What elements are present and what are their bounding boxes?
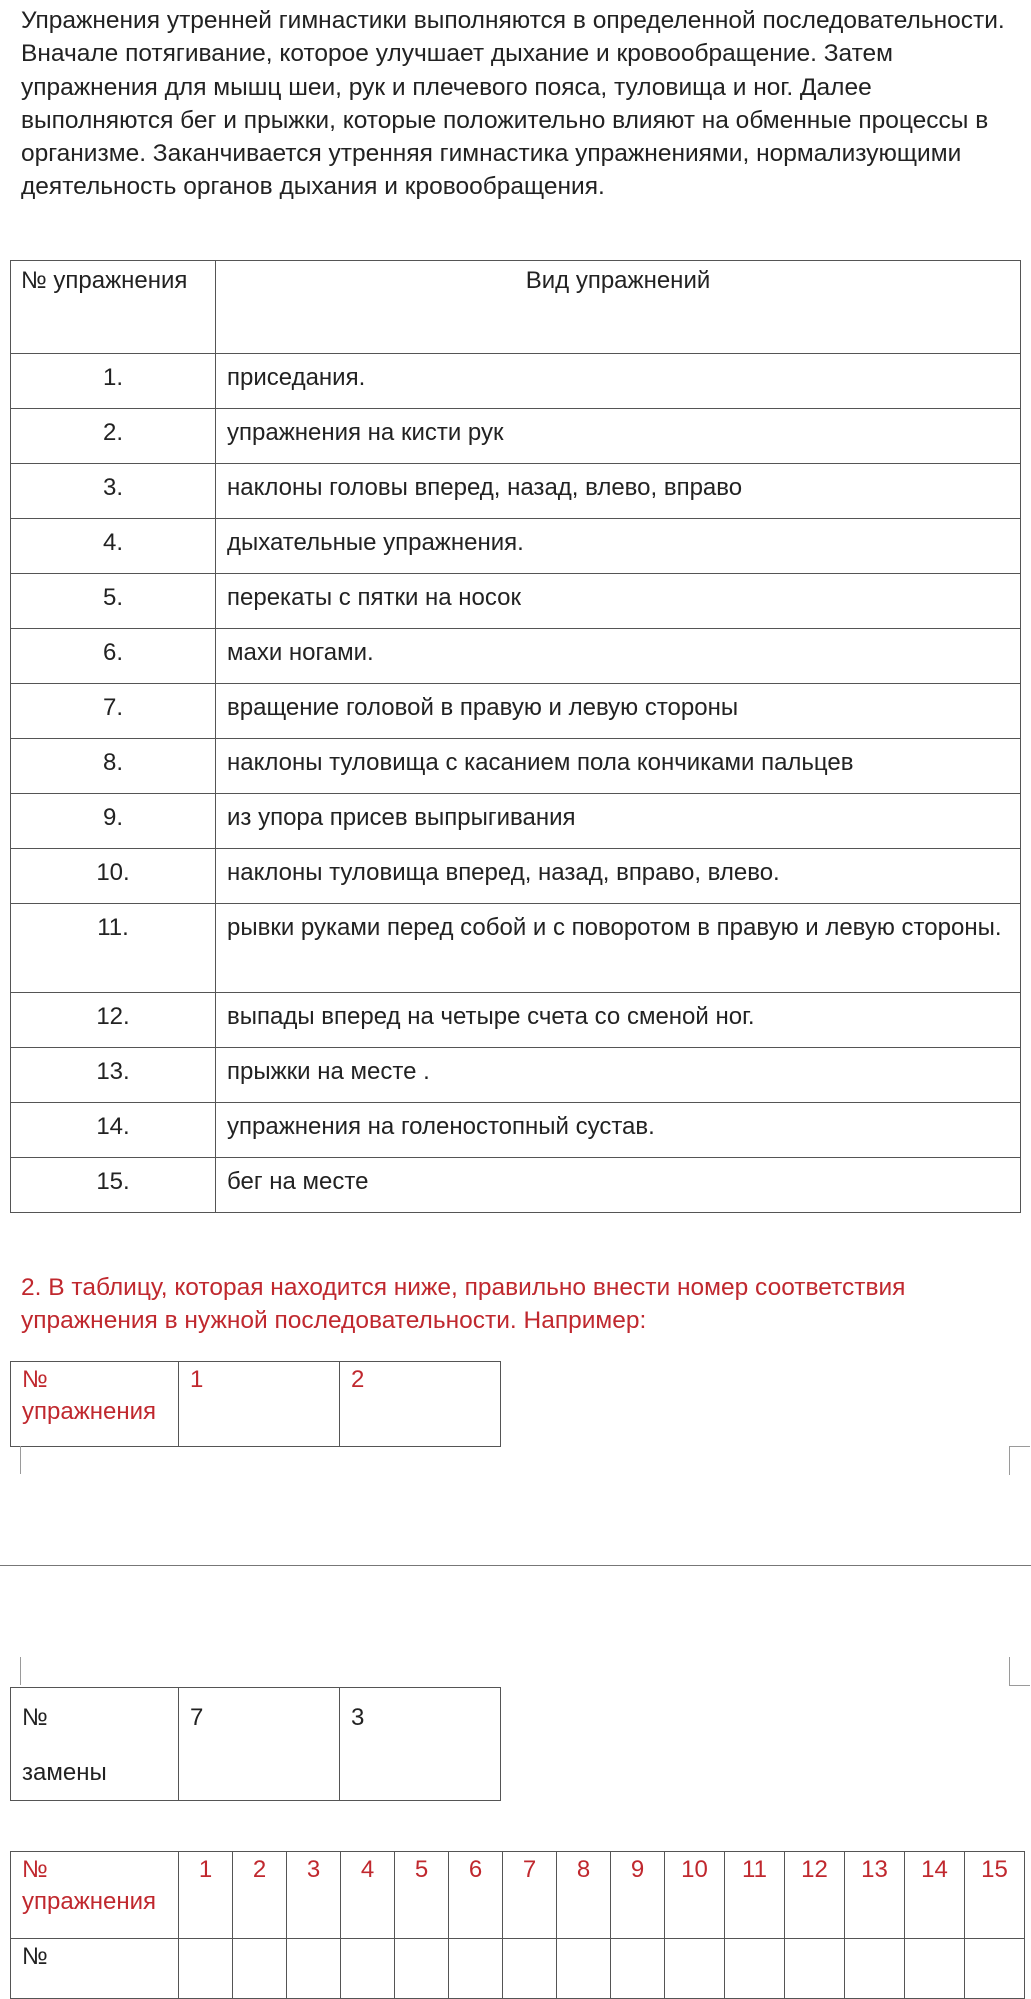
- exercise-name: наклоны туловища вперед, назад, вправо, влево.: [216, 849, 1021, 904]
- exercise-number: 11.: [11, 904, 216, 993]
- exercise-number: 8.: [11, 739, 216, 794]
- exercise-name: рывки руками перед собой и с поворотом в правую и левую стороны.: [216, 904, 1021, 993]
- replacement-table: [10, 1687, 501, 1801]
- answer-number-cell: 12: [785, 1852, 845, 1939]
- answer-number-cell: 11: [725, 1852, 785, 1939]
- exercise-name: наклоны туловища с касанием пола кончиками пальцев: [216, 739, 1021, 794]
- answer-empty-cell[interactable]: [905, 1939, 965, 1999]
- exercise-name: бег на месте: [216, 1158, 1021, 1213]
- table-row: [11, 519, 1021, 574]
- page-corner-mark: [1009, 1657, 1030, 1686]
- answer-table: [10, 1851, 1025, 1999]
- exercise-name: приседания.: [216, 354, 1021, 409]
- replacement-label-line1: №: [22, 1704, 48, 1731]
- answer-number-cell: 6: [449, 1852, 503, 1939]
- table-row: [11, 629, 1021, 684]
- exercise-number: 13.: [11, 1048, 216, 1103]
- answer-empty-cell[interactable]: [785, 1939, 845, 1999]
- table-row: [11, 574, 1021, 629]
- example-label: № упражнения: [11, 1362, 179, 1447]
- example-table: [10, 1361, 501, 1447]
- answer-empty-cell[interactable]: [557, 1939, 611, 1999]
- answer-empty-cell[interactable]: [965, 1939, 1025, 1999]
- answer-empty-cell[interactable]: [725, 1939, 785, 1999]
- replacement-cell: 3: [340, 1688, 501, 1801]
- answer-empty-cell[interactable]: [233, 1939, 287, 1999]
- header-exercise-type: Вид упражнений: [216, 261, 1021, 354]
- answer-empty-cell[interactable]: [287, 1939, 341, 1999]
- answer-empty-cell[interactable]: [341, 1939, 395, 1999]
- exercise-number: 6.: [11, 629, 216, 684]
- exercise-number: 2.: [11, 409, 216, 464]
- answer-number-cell: 2: [233, 1852, 287, 1939]
- exercise-number: 14.: [11, 1103, 216, 1158]
- exercise-name: упражнения на кисти рук: [216, 409, 1021, 464]
- answer-empty-cell[interactable]: [611, 1939, 665, 1999]
- table-row: [11, 904, 1021, 993]
- replacement-cell: 7: [179, 1688, 340, 1801]
- answer-number-cell: 10: [665, 1852, 725, 1939]
- table-row: [11, 1158, 1021, 1213]
- page-corner-mark: [0, 1657, 21, 1685]
- exercise-number: 9.: [11, 794, 216, 849]
- exercise-name: махи ногами.: [216, 629, 1021, 684]
- exercise-name: дыхательные упражнения.: [216, 519, 1021, 574]
- answer-empty-cell[interactable]: [449, 1939, 503, 1999]
- exercise-name: выпады вперед на четыре счета со сменой ног.: [216, 993, 1021, 1048]
- page-break-line: [0, 1565, 1031, 1566]
- intro-paragraph: Упражнения утренней гимнастики выполняются в определенной последовательности. Вначале потягивание, которое улучшает дыхание и кровообращение. Затем упражнения для мышц шеи, рук и плечевого пояса, туловища и ног. Далее выполняются бег и прыжки, которые положительно влияют на обменные процессы в организме. Заканчивается утренняя гимнастика упражнениями, нормализующими деятельность органов дыхания и кровообращения.: [21, 7, 1005, 201]
- answer-number-cell: 9: [611, 1852, 665, 1939]
- exercise-name: из упора присев выпрыгивания: [216, 794, 1021, 849]
- exercise-number: 15.: [11, 1158, 216, 1213]
- table-row: [11, 849, 1021, 904]
- exercise-name: прыжки на месте .: [216, 1048, 1021, 1103]
- replacement-label-line2: замены: [22, 1759, 107, 1786]
- answer-number-cell: 4: [341, 1852, 395, 1939]
- exercise-number: 3.: [11, 464, 216, 519]
- exercise-number: 10.: [11, 849, 216, 904]
- exercise-name: вращение головой в правую и левую стороны: [216, 684, 1021, 739]
- answer-number-cell: 15: [965, 1852, 1025, 1939]
- answer-replacement-label: №: [11, 1939, 179, 1999]
- table-row: [11, 409, 1021, 464]
- answer-number-cell: 1: [179, 1852, 233, 1939]
- answer-number-cell: 14: [905, 1852, 965, 1939]
- exercise-number: 7.: [11, 684, 216, 739]
- table-row: [11, 794, 1021, 849]
- exercise-table-header: [11, 261, 1021, 354]
- table-row: [11, 1048, 1021, 1103]
- exercise-number: 4.: [11, 519, 216, 574]
- exercise-table: [10, 260, 1021, 1213]
- task-instruction: 2. В таблицу, которая находится ниже, правильно внести номер соответствия упражнения в нужной последовательности. Например:: [21, 1274, 906, 1335]
- page-corner-mark: [0, 1446, 21, 1474]
- answer-number-cell: 8: [557, 1852, 611, 1939]
- answer-number-cell: 13: [845, 1852, 905, 1939]
- table-row: [11, 739, 1021, 794]
- answer-empty-cell[interactable]: [503, 1939, 557, 1999]
- exercise-name: упражнения на голеностопный сустав.: [216, 1103, 1021, 1158]
- example-cell: 1: [179, 1362, 340, 1447]
- answer-empty-cell[interactable]: [665, 1939, 725, 1999]
- answer-empty-cell[interactable]: [845, 1939, 905, 1999]
- answer-empty-cell[interactable]: [395, 1939, 449, 1999]
- page-corner-mark: [1009, 1446, 1030, 1475]
- answer-label: № упражнения: [11, 1852, 179, 1939]
- table-row: [11, 993, 1021, 1048]
- example-cell: 2: [340, 1362, 501, 1447]
- replacement-label: [11, 1688, 179, 1801]
- header-exercise-number: № упражнения: [11, 261, 216, 354]
- answer-number-cell: 7: [503, 1852, 557, 1939]
- table-row: [11, 354, 1021, 409]
- answer-number-cell: 3: [287, 1852, 341, 1939]
- answer-empty-cell[interactable]: [179, 1939, 233, 1999]
- table-row: [11, 684, 1021, 739]
- exercise-name: перекаты с пятки на носок: [216, 574, 1021, 629]
- exercise-name: наклоны головы вперед, назад, влево, вправо: [216, 464, 1021, 519]
- table-row: [11, 1103, 1021, 1158]
- exercise-number: 12.: [11, 993, 216, 1048]
- answer-number-cell: 5: [395, 1852, 449, 1939]
- table-row: [11, 464, 1021, 519]
- exercise-number: 5.: [11, 574, 216, 629]
- exercise-number: 1.: [11, 354, 216, 409]
